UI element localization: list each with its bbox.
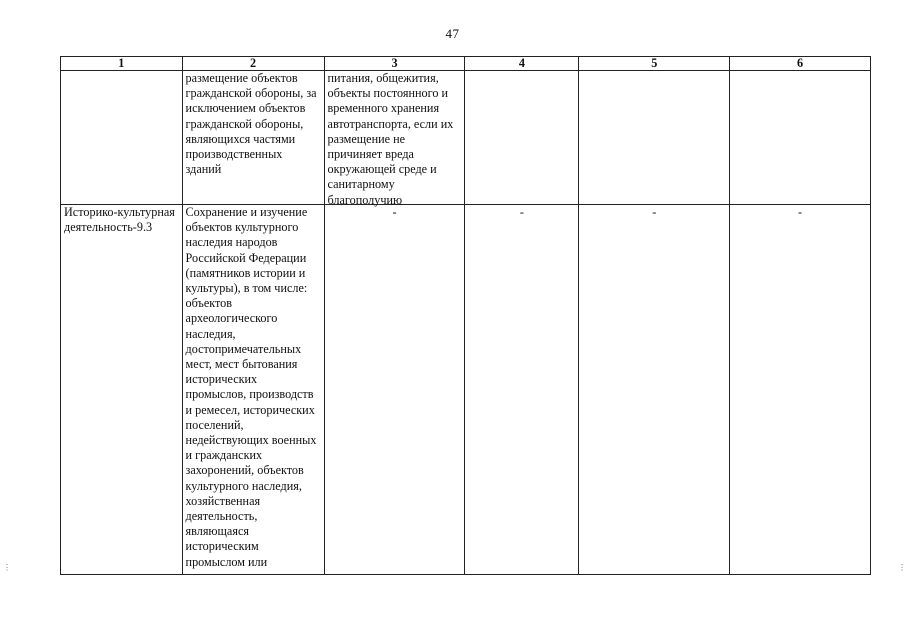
header-col-4: 4 xyxy=(465,57,579,71)
document-table xyxy=(60,56,871,575)
page-number: 47 xyxy=(445,26,460,41)
row1-col4 xyxy=(465,71,579,205)
row1-col5 xyxy=(579,71,730,205)
row1-col3-text: питания, общежития, объекты постоянного и временного хранения автотранспорта, если их размещение не причиняет вреда окружающей среде и санитарному благополучию xyxy=(327,71,454,207)
row1-col2 xyxy=(182,71,324,205)
header-col-6: 6 xyxy=(730,57,871,71)
row2-col3: - xyxy=(324,205,465,575)
left-margin-mark: ⋮ xyxy=(3,563,11,572)
row1-col2-text: размещение объектов гражданской обороны, за исключением объектов гражданской обороны, являющихся частями производственных зданий xyxy=(185,71,317,177)
table-header-row xyxy=(61,57,871,71)
row2-col2-text: Сохранение и изучение объектов культурного наследия народов Российской Федерации (памятников истории и культуры), в том числе: объектов археологического наследия, достопримечательных мест, мест бытования исторических промыслов, производств и ремесел, исторических поселений, недействующих военных и гражданских захоронений, объектов культурного наследия, хозяйственная деятельность, являющаяся историческим промыслом или xyxy=(185,205,317,569)
header-col-5: 5 xyxy=(579,57,730,71)
right-margin-mark: ⋮ xyxy=(898,563,906,572)
row2-col6: - xyxy=(730,205,871,575)
table-row xyxy=(61,205,871,575)
table-row xyxy=(61,71,871,205)
header-col-1: 1 xyxy=(61,57,183,71)
header-col-2: 2 xyxy=(182,57,324,71)
row2-col5: - xyxy=(579,205,730,575)
row2-col2 xyxy=(182,205,324,575)
row2-col1: Историко-культурная деятельность-9.3 xyxy=(61,205,183,575)
row1-col6 xyxy=(730,71,871,205)
row2-col4: - xyxy=(465,205,579,575)
row1-col3 xyxy=(324,71,465,205)
header-col-3: 3 xyxy=(324,57,465,71)
row1-col1 xyxy=(61,71,183,205)
